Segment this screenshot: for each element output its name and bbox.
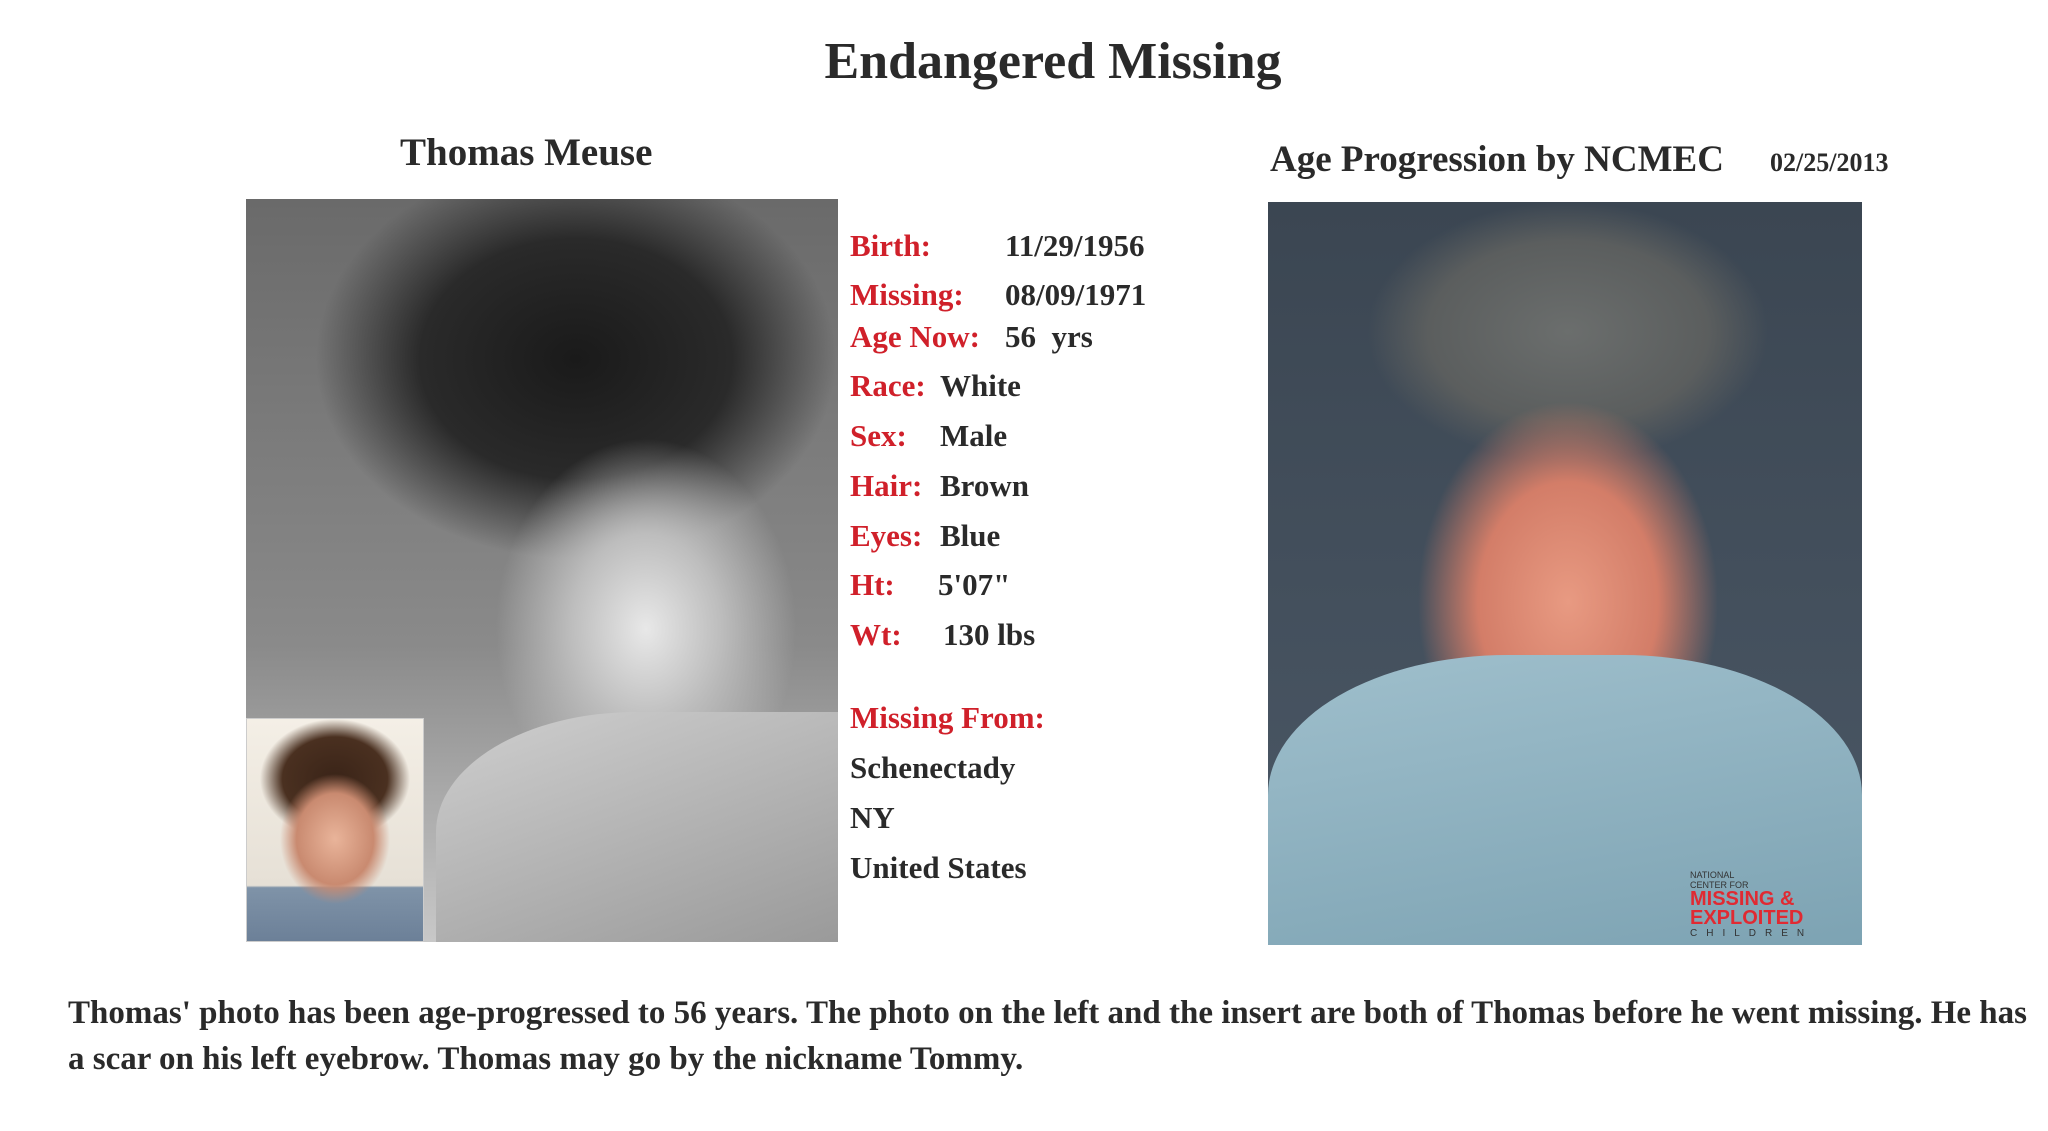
race-value: White <box>940 368 1021 403</box>
eyes-value: Blue <box>940 518 1001 553</box>
height-value: 5'07" <box>938 567 1011 602</box>
sex-label: Sex: <box>850 418 907 453</box>
birth-label: Birth: <box>850 228 931 263</box>
case-description: Thomas' photo has been age-progressed to 56 years. The photo on the left and the insert are both of Thomas before he went missing. He has a scar on his left eyebrow. Thomas may go by the nickname Tommy. <box>68 995 2028 1077</box>
hair-label: Hair: <box>850 468 923 503</box>
height-label: Ht: <box>850 567 895 602</box>
hair-value: Brown <box>940 468 1030 503</box>
age-progression-label: Age Progression by NCMEC <box>1270 139 1724 180</box>
inset-photo <box>246 718 424 942</box>
poster-title: Endangered Missing <box>824 33 1282 90</box>
race-label: Race: <box>850 368 926 403</box>
age-progressed-photo <box>1268 202 1862 945</box>
age-progression-date: 02/25/2013 <box>1770 148 1889 177</box>
sex-value: Male <box>940 418 1008 453</box>
weight-label: Wt: <box>850 617 902 652</box>
missing-value: 08/09/1971 <box>1005 277 1147 312</box>
missing-from-label: Missing From: <box>850 700 1045 735</box>
birth-value: 11/29/1956 <box>1005 228 1145 263</box>
missing-from-country: United States <box>850 850 1027 885</box>
weight-value: 130 lbs <box>943 617 1036 652</box>
missing-from-state: NY <box>850 800 895 835</box>
missing-label: Missing: <box>850 277 964 312</box>
missing-from-city: Schenectady <box>850 750 1016 785</box>
eyes-label: Eyes: <box>850 518 923 553</box>
age-now-value: 56 yrs <box>1005 319 1093 354</box>
ncmec-logo: NATIONAL CENTER FOR MISSING & EXPLOITED CHILDREN <box>1690 870 1814 939</box>
person-name: Thomas Meuse <box>400 131 653 174</box>
age-now-label: Age Now: <box>850 319 980 354</box>
